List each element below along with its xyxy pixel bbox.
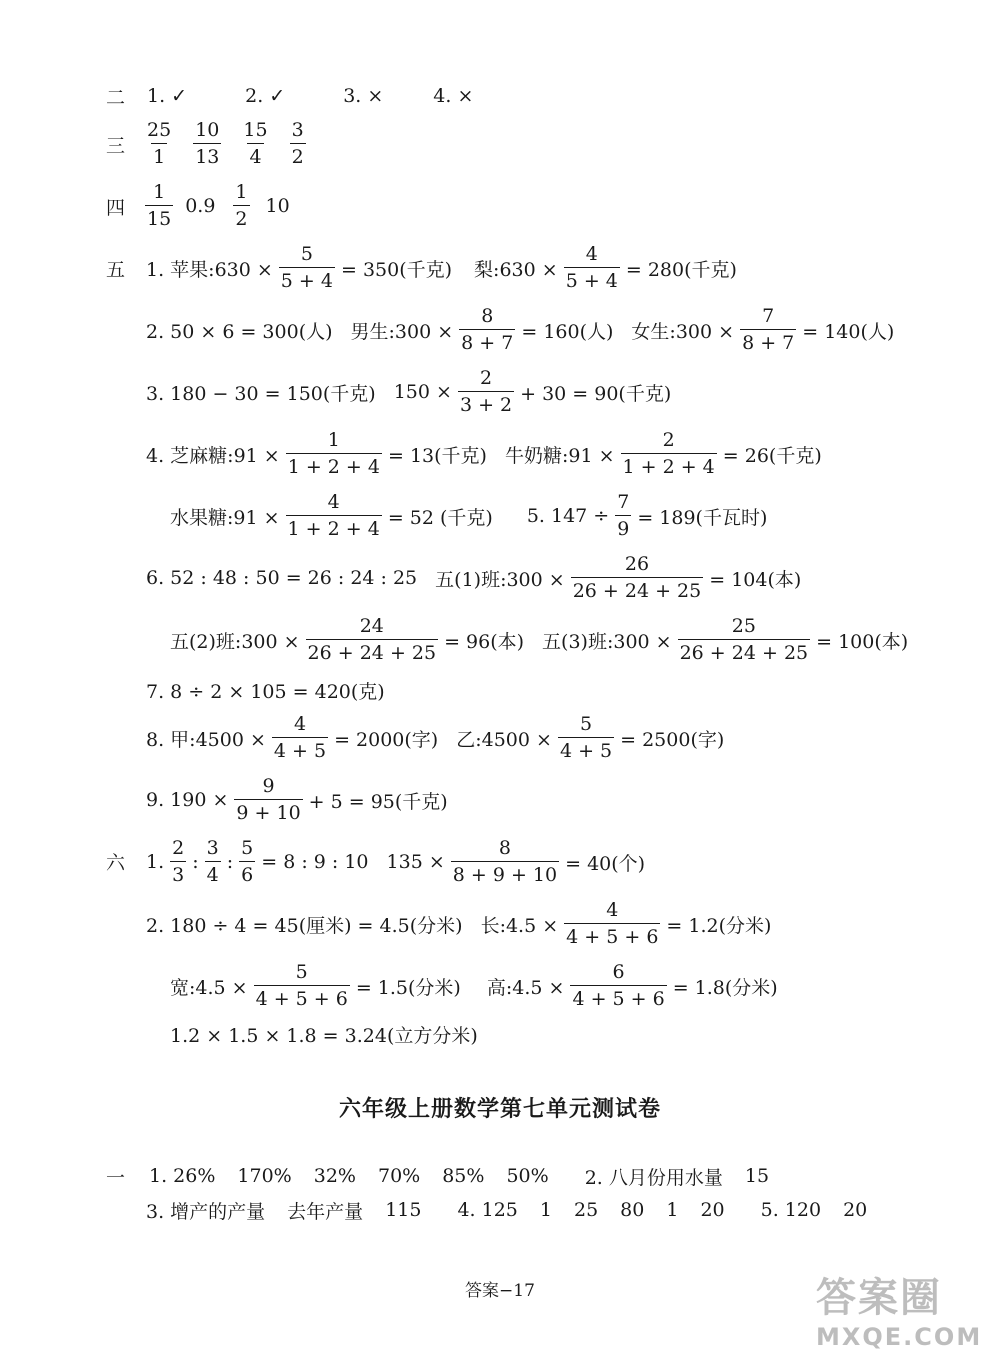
answer-item: 4. × bbox=[433, 85, 474, 107]
fraction: $\frac{5}{5 + 4}$ bbox=[280, 243, 333, 292]
expr-text: = 189(千瓦时) bbox=[637, 506, 768, 529]
expr-text: 牛奶糖:91 × bbox=[504, 444, 615, 467]
expr-text: 5. 147 ÷ bbox=[526, 505, 610, 527]
expr-text: + 30 = 90(千克) bbox=[520, 382, 672, 405]
expr-text: 五(1)班:300 × bbox=[435, 568, 565, 591]
section-marker: 三 bbox=[106, 134, 126, 157]
expr-text: = 1.5(分米) bbox=[355, 976, 461, 999]
s6-line-2 bbox=[146, 894, 771, 954]
fraction: 1 2 bbox=[235, 181, 248, 230]
expr-text: 150 × bbox=[393, 381, 452, 403]
section-marker: 二 bbox=[106, 86, 126, 109]
section-marker: 四 bbox=[106, 196, 126, 219]
fraction: $\frac{8}{8 + 7}$ bbox=[461, 305, 514, 354]
fraction: $\frac{25}{26 + 24 + 25}$ bbox=[679, 615, 809, 664]
expr-text: = 350(千克) bbox=[340, 258, 453, 281]
expr-text: 6. 52 : 48 : 50 = 26 : 24 : 25 bbox=[146, 567, 418, 589]
expr-text: 2. 180 ÷ 4 = 45(厘米) = 4.5(分米) bbox=[146, 914, 463, 937]
s6-line-4 bbox=[170, 1004, 478, 1064]
s5-line-3 bbox=[146, 362, 671, 422]
expr-text: 男生:300 × bbox=[350, 320, 454, 343]
s5-line-10 bbox=[146, 770, 448, 830]
s5-line-4 bbox=[146, 424, 822, 484]
fraction: $\frac{8}{8 + 9 + 10}$ bbox=[452, 837, 558, 886]
fraction: 15 4 bbox=[243, 119, 268, 168]
expr-text: 乙:4500 × bbox=[456, 728, 552, 751]
fraction: $\frac{7}{9}$ bbox=[617, 491, 630, 540]
section-4-line bbox=[106, 176, 290, 236]
s5-line-6 bbox=[146, 548, 801, 608]
expr-text: 宽:4.5 × bbox=[170, 976, 248, 999]
section-3-line bbox=[106, 114, 312, 174]
s6-line-1 bbox=[146, 832, 645, 892]
expr-text: 高:4.5 × bbox=[486, 976, 565, 999]
answer-item: 70% bbox=[377, 1165, 421, 1187]
expr-text: 女生:300 × bbox=[631, 320, 735, 343]
answer-item: 50% bbox=[506, 1165, 549, 1187]
expr-text: = 8 : 9 : 10 bbox=[261, 851, 369, 873]
answer-item: 3. × bbox=[343, 85, 384, 107]
page-number: 答案−17 bbox=[465, 1281, 535, 1301]
expr-text: = 26(千克) bbox=[722, 444, 822, 467]
expr-text: = 13(千克) bbox=[387, 444, 487, 467]
s5-line-5 bbox=[170, 486, 767, 546]
watermark-url: MXQE.COM bbox=[816, 1323, 983, 1351]
fraction: 1 15 bbox=[147, 181, 172, 230]
fraction: $\frac{4}{5 + 4}$ bbox=[565, 243, 618, 292]
answer-item: 3. 增产的产量 bbox=[146, 1200, 266, 1223]
answer-item: 1. 26% bbox=[149, 1165, 216, 1187]
expr-text: 水果糖:91 × bbox=[170, 506, 280, 529]
answer-value: 10 bbox=[265, 195, 290, 217]
expr-text: 五(2)班:300 × bbox=[170, 630, 300, 653]
answer-item: 2. 八月份用水量 bbox=[584, 1166, 723, 1189]
fraction: 3 2 bbox=[291, 119, 304, 168]
expr-text: = 140(人) bbox=[802, 320, 895, 343]
fraction: $\frac{26}{26 + 24 + 25}$ bbox=[572, 553, 702, 602]
fraction: $\frac{9}{9 + 10}$ bbox=[236, 775, 301, 824]
expr-text: = 52 (千克) bbox=[387, 506, 493, 529]
answer-item: 1 bbox=[666, 1199, 679, 1221]
watermark-text: 答案圈 bbox=[816, 1275, 942, 1321]
fraction: $\frac{4}{4 + 5 + 6}$ bbox=[566, 899, 659, 948]
answer-item: 80 bbox=[620, 1199, 645, 1221]
answer-value: 0.9 bbox=[185, 195, 216, 217]
fraction: $\frac{4}{1 + 2 + 4}$ bbox=[287, 491, 380, 540]
fraction: $\frac{4}{4 + 5}$ bbox=[273, 713, 327, 762]
s5-line-2 bbox=[146, 300, 894, 360]
expr-text: = 96(本) bbox=[444, 630, 525, 653]
expr-text: 1. 苹果:630 × bbox=[146, 258, 273, 281]
section-marker: 六 bbox=[106, 852, 126, 874]
fraction: $\frac{24}{26 + 24 + 25}$ bbox=[307, 615, 437, 664]
answer-item: 32% bbox=[313, 1165, 356, 1187]
expr-text: 135 × bbox=[386, 851, 445, 873]
answer-item: 85% bbox=[442, 1165, 485, 1187]
expr-text: 五(3)班:300 × bbox=[542, 630, 672, 653]
expr-text: = 1.8(分米) bbox=[672, 976, 778, 999]
answer-item: 4. 125 bbox=[457, 1199, 518, 1221]
s1-line-2 bbox=[146, 1180, 867, 1240]
expr-text: = 40(个) bbox=[565, 852, 646, 875]
expr-text: = 2000(字) bbox=[334, 728, 439, 751]
answer-item: 5. 120 bbox=[760, 1199, 822, 1221]
expr-text: + 5 = 95(千克) bbox=[308, 790, 448, 813]
answer-item: 25 bbox=[573, 1199, 599, 1221]
section-marker: 五 bbox=[106, 259, 126, 281]
expr-text: 长:4.5 × bbox=[480, 914, 559, 937]
fraction: 3 4 bbox=[206, 837, 219, 886]
watermark-logo bbox=[816, 1274, 986, 1358]
answer-item: 20 bbox=[843, 1199, 868, 1221]
fraction: $\frac{5}{4 + 5}$ bbox=[559, 713, 613, 762]
expr-text: = 160(人) bbox=[521, 320, 614, 343]
fraction: $\frac{2}{1 + 2 + 4}$ bbox=[622, 429, 715, 478]
answer-item: 1 bbox=[539, 1199, 552, 1221]
answer-item: 20 bbox=[700, 1199, 725, 1221]
answer-item: 2. ✓ bbox=[245, 85, 286, 107]
fraction: 2 3 bbox=[172, 837, 185, 886]
expr-text: : bbox=[192, 851, 199, 873]
fraction: 25 1 bbox=[147, 119, 172, 168]
expr-text: 2. 50 × 6 = 300(人) bbox=[146, 320, 333, 343]
s5-line-1 bbox=[146, 238, 737, 298]
answer-item: 115 bbox=[385, 1199, 422, 1221]
s5-line-9 bbox=[146, 708, 724, 768]
expr-text: = 104(本) bbox=[709, 568, 802, 591]
page-title: 六年级上册数学第七单元测试卷 bbox=[338, 1097, 661, 1122]
expr-text: 梨:630 × bbox=[474, 258, 558, 281]
fraction: $\frac{5}{6}$ bbox=[241, 837, 254, 886]
answer-item: 15 bbox=[744, 1165, 770, 1187]
fraction: $\frac{1}{1 + 2 + 4}$ bbox=[287, 429, 380, 478]
expr-text: 1. bbox=[146, 851, 165, 873]
answer-item: 1. ✓ bbox=[147, 85, 188, 107]
expr-text: 8. 甲:4500 × bbox=[146, 728, 266, 751]
fraction: $\frac{6}{4 + 5 + 6}$ bbox=[572, 961, 665, 1010]
answer-item: 170% bbox=[237, 1165, 292, 1187]
expr-text: = 100(本) bbox=[816, 630, 909, 653]
expr-text: 3. 180 − 30 = 150(千克) bbox=[146, 382, 376, 405]
expr-text: 7. 8 ÷ 2 × 105 = 420(克) bbox=[146, 680, 385, 703]
fraction: 10 13 bbox=[195, 119, 220, 168]
expr-text: = 1.2(分米) bbox=[666, 914, 772, 937]
expr-text: = 280(千克) bbox=[625, 258, 737, 281]
answer-item: 去年产量 bbox=[287, 1200, 364, 1223]
expr-text: 4. 芝麻糖:91 × bbox=[146, 444, 280, 467]
fraction: $\frac{2}{3 + 2}$ bbox=[459, 367, 513, 416]
section-marker: 一 bbox=[106, 1166, 126, 1189]
expr-text: : bbox=[226, 851, 234, 873]
expr-text: 9. 190 × bbox=[146, 789, 229, 811]
expr-text: = 2500(字) bbox=[620, 728, 725, 751]
fraction: $\frac{5}{4 + 5 + 6}$ bbox=[255, 961, 348, 1010]
expr-text: 1.2 × 1.5 × 1.8 = 3.24(立方分米) bbox=[170, 1024, 478, 1047]
fraction: $\frac{7}{8 + 7}$ bbox=[742, 305, 795, 354]
